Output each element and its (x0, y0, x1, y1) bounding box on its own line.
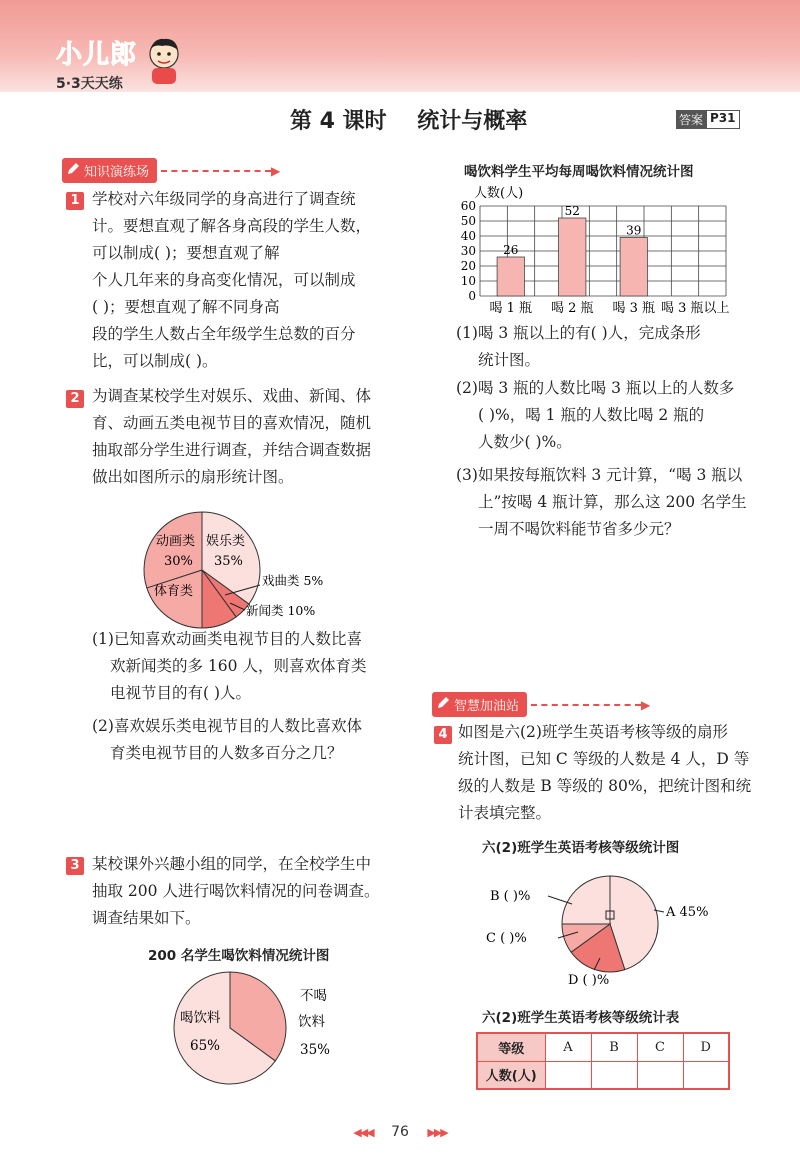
pie-drink-label-nodrink-2: 饮料 (298, 1014, 325, 1030)
q2-sub1-line: 欢新闻类的多 160 人，则喜欢体育类 (110, 657, 367, 675)
question-2-sub1 (92, 626, 422, 707)
q1-line: ( )；要想直观了解不同身高 (92, 298, 280, 316)
q3-sub2-line: (2)喝 3 瓶的人数比喝 3 瓶以上的人数多 (456, 379, 735, 397)
pie-drink-label-nodrink-1: 不喝 (300, 988, 327, 1004)
bar-value-label: 39 (626, 223, 642, 238)
question-2-text (92, 383, 412, 491)
brand-name: 小儿郎 (56, 40, 138, 70)
lesson-title: 第 4 课时 统计与概率 (290, 109, 528, 134)
page-number: 76 (391, 1124, 409, 1140)
chart-weekly-bar (430, 182, 760, 316)
question-number-1: 1 (66, 192, 84, 210)
pencil-icon (436, 696, 450, 710)
q1-line: 学校对六年级同学的身高进行了调查统 (92, 190, 356, 208)
question-2-sub2 (92, 713, 422, 767)
pie-tv-label-entertainment: 娱乐类 (206, 534, 246, 549)
arrow-right-icon: ▶ (641, 697, 651, 712)
pie-drink-value-drink: 65% (190, 1038, 221, 1054)
q2-sub2-line: 育类电视节目的人数多百分之几？ (110, 744, 343, 762)
section-practice-label: 知识演练场 (84, 165, 150, 180)
q3-sub3-line: 上”按喝 4 瓶计算，那么这 200 名学生 (478, 493, 747, 511)
section-bonus (432, 692, 650, 717)
q2-line: 做出如图所示的扇形统计图。 (92, 468, 294, 486)
chart-grade-pie (480, 860, 740, 994)
question-1-text (92, 186, 412, 375)
q4-line: 级的人数是 B 等级的 80%，把统计图和统 (458, 777, 752, 795)
q2-line: 抽取部分学生进行调查，并结合调查数据 (92, 441, 372, 459)
q1-line: 可以制成( )；要想直观了解 (92, 244, 280, 262)
pie-drink-label-drink: 喝饮料 (180, 1010, 221, 1026)
q3-line: 抽取 200 人进行喝饮料情况的问卷调查。 (92, 882, 380, 900)
table-answer-cell[interactable] (637, 1061, 683, 1089)
pie-grade-label-d: D ( )% (568, 973, 610, 988)
q3-sub1-line: (1)喝 3 瓶以上的有( )人，完成条形 (456, 324, 701, 342)
question-number-4: 4 (434, 726, 452, 744)
table-answer-cell[interactable] (545, 1061, 591, 1089)
x-tick-label: 喝 3 瓶 (612, 301, 656, 316)
table-grade-title: 六(2)班学生英语考核等级统计表 (482, 1010, 680, 1026)
question-3-sub2 (456, 375, 766, 456)
q2-line: 为调查某校学生对娱乐、戏曲、新闻、体 (92, 387, 372, 405)
pie-slice-B (562, 876, 610, 924)
q4-line: 如图是六(2)班学生英语考核等级的扇形 (458, 723, 728, 741)
q2-line: 育、动画五类电视节目的喜欢情况，随机 (92, 414, 372, 432)
pie-tv-label-news: 新闻类 10% (246, 603, 316, 618)
q1-line: 个人几年来的身高变化情况，可以制成 (92, 271, 356, 289)
table-header-cell: C (637, 1033, 683, 1061)
chart-drink-title: 200 名学生喝饮料情况统计图 (148, 948, 330, 964)
q2-sub2-line: (2)喜欢娱乐类电视节目的人数比喜欢体 (92, 717, 362, 735)
question-4-text (458, 719, 768, 827)
answer-page: P31 (706, 110, 740, 129)
q3-line: 某校课外兴趣小组的同学，在全校学生中 (92, 855, 372, 873)
y-tick-label: 60 (460, 199, 476, 213)
pie-grade-slices (562, 876, 658, 972)
question-number-3: 3 (66, 857, 84, 875)
q2-sub1-line: 电视节目的有( )人。 (110, 684, 252, 702)
question-3-sub3 (456, 462, 766, 543)
bar-chart-ylabel: 人数(人) (474, 186, 524, 201)
x-tick-label: 喝 1 瓶 (489, 301, 533, 316)
table-header-cell: B (591, 1033, 637, 1061)
question-number-2: 2 (66, 390, 84, 408)
q3-sub3-line: (3)如果按每瓶饮料 3 元计算，“喝 3 瓶以 (456, 466, 743, 484)
page-footer (0, 1124, 800, 1140)
q4-line: 统计图，已知 C 等级的人数是 4 人，D 等 (458, 750, 750, 768)
pie-drink-slices (174, 972, 286, 1084)
q3-line: 调查结果如下。 (92, 909, 201, 927)
question-3-sub1 (456, 320, 766, 374)
mascot-icon (144, 36, 184, 86)
y-tick-label: 20 (460, 259, 476, 273)
q4-line: 计表填完整。 (458, 804, 552, 822)
pie-tv-value-entertainment: 35% (214, 554, 243, 569)
x-tick-label: 喝 3 瓶以上 (660, 301, 730, 316)
table-row (477, 1033, 729, 1061)
q1-line: 段的学生人数占全年级学生总数的百分 (92, 325, 356, 343)
pie-grade-label-a: A 45% (666, 905, 709, 920)
pie-tv-label-animation: 动画类 (156, 534, 196, 549)
chart-tv-pie (130, 505, 360, 635)
pie-tv-label-opera: 戏曲类 5% (262, 573, 324, 588)
next-arrows-icon: ▶▶▶ (427, 1126, 447, 1139)
bar-value-label: 52 (564, 204, 580, 218)
section-practice (62, 158, 280, 183)
y-tick-label: 30 (460, 244, 476, 258)
table-header-cell: A (545, 1033, 591, 1061)
question-3-text (92, 851, 412, 932)
bar-喝 3 瓶 (620, 238, 647, 297)
chart-grade-title: 六(2)班学生英语考核等级统计图 (482, 840, 680, 856)
table-answer-cell[interactable] (683, 1061, 729, 1089)
grade-table (476, 1032, 730, 1090)
pie-grade-label-b: B ( )% (490, 889, 531, 904)
pie-tv-value-animation: 30% (164, 554, 193, 569)
q2-sub1-line: (1)已知喜欢动画类电视节目的人数比喜 (92, 630, 362, 648)
y-tick-label: 40 (460, 229, 476, 243)
prev-arrows-icon: ◀◀◀ (353, 1126, 373, 1139)
bar-喝 2 瓶 (559, 218, 586, 296)
brand-series: 5·3天天练 (56, 76, 123, 92)
q3-sub2-line: 人数少( )%。 (478, 433, 572, 451)
table-row (477, 1061, 729, 1089)
chart-drink-pie (170, 964, 370, 1094)
y-tick-label: 0 (468, 289, 476, 303)
pencil-icon (66, 162, 80, 176)
table-answer-cell[interactable] (591, 1061, 637, 1089)
bar-喝 1 瓶 (497, 257, 524, 296)
table-row-label: 人数(人) (477, 1061, 545, 1089)
q1-line: 计。要想直观了解各身高段的学生人数， (92, 217, 372, 235)
q3-sub2-line: ( )%，喝 1 瓶的人数比喝 2 瓶的 (478, 406, 705, 424)
q1-line: 比，可以制成( )。 (92, 352, 218, 370)
answer-reference[interactable] (676, 110, 740, 129)
brand-logo (56, 34, 137, 93)
section-bonus-label: 智慧加油站 (454, 699, 520, 714)
table-header-cell: D (683, 1033, 729, 1061)
table-header-cell: 等级 (477, 1033, 545, 1061)
pie-tv-slices (144, 512, 260, 628)
q3-sub1-line: 统计图。 (478, 351, 541, 369)
q3-sub3-line: 一周不喝饮料能节省多少元？ (478, 520, 680, 538)
answer-label: 答案 (676, 110, 706, 129)
pie-grade-label-c: C ( )% (486, 931, 527, 946)
bar-value-label: 26 (503, 243, 519, 257)
chart-weekly-title: 喝饮料学生平均每周喝饮料情况统计图 (464, 164, 694, 180)
y-tick-label: 50 (460, 214, 476, 228)
x-tick-label: 喝 2 瓶 (550, 301, 594, 316)
arrow-right-icon: ▶ (271, 163, 281, 178)
pie-tv-label-sports: 体育类 (154, 584, 194, 599)
y-tick-label: 10 (460, 274, 476, 288)
pie-drink-value-nodrink: 35% (300, 1042, 331, 1058)
